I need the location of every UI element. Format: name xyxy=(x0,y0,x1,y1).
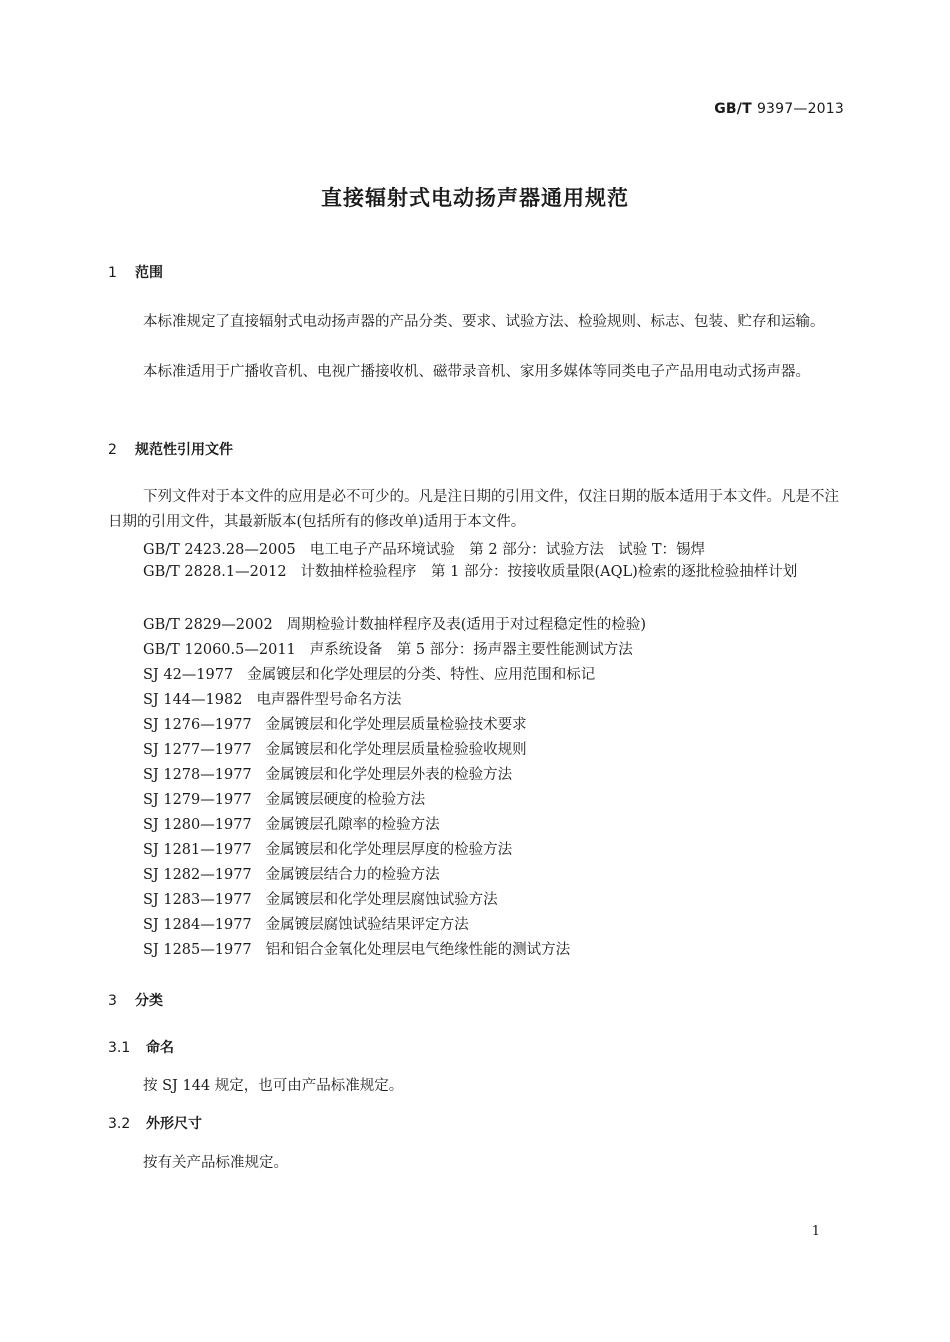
reference-item: GB/T 2829—2002 周期检验计数抽样程序及表(适用于对过程稳定性的检验) xyxy=(143,617,647,633)
reference-item: SJ 1277—1977 金属镀层和化学处理层质量检验验收规则 xyxy=(143,742,527,758)
reference-item: GB/T 2423.28—2005 电工电子产品环境试验 第 2 部分：试验方法 试验 T：锡焊 xyxy=(143,542,706,558)
section-1-heading xyxy=(108,262,163,282)
section-title: 范围 xyxy=(135,265,163,281)
reference-item: GB/T 12060.5—2011 声系统设备 第 5 部分：扬声器主要性能测试方法 xyxy=(143,642,633,658)
reference-item: SJ 1285—1977 铝和铝合金氧化处理层电气绝缘性能的测试方法 xyxy=(143,942,571,958)
page-number: 1 xyxy=(811,1224,820,1239)
document-title: 直接辐射式电动扬声器通用规范 xyxy=(321,186,629,210)
reference-item: SJ 1283—1977 金属镀层和化学处理层腐蚀试验方法 xyxy=(143,892,498,908)
reference-item: SJ 1280—1977 金属镀层孔隙率的检验方法 xyxy=(143,817,440,833)
section-2-intro: 下列文件对于本文件的应用是必不可少的。凡是注日期的引用文件，仅注日期的版本适用于本文件。凡是不注日期的引用文件，其最新版本(包括所有的修改单)适用于本文件。 xyxy=(108,489,839,530)
section-3-1-text: 按 SJ 144 规定，也可由产品标准规定。 xyxy=(143,1078,404,1094)
section-title: 规范性引用文件 xyxy=(135,442,233,458)
reference-item: SJ 1284—1977 金属镀层腐蚀试验结果评定方法 xyxy=(143,917,469,933)
reference-item: SJ 1276—1977 金属镀层和化学处理层质量检验技术要求 xyxy=(143,717,527,733)
standard-code xyxy=(714,101,844,117)
section-number: 1 xyxy=(108,265,117,281)
reference-item: SJ 1281—1977 金属镀层和化学处理层厚度的检验方法 xyxy=(143,842,513,858)
standard-code-number: 9397—2013 xyxy=(756,101,844,117)
section-number: 2 xyxy=(108,442,117,458)
section-number: 3.2 xyxy=(108,1116,131,1132)
reference-item: SJ 1282—1977 金属镀层结合力的检验方法 xyxy=(143,867,440,883)
standard-code-prefix: GB/T xyxy=(714,101,752,117)
reference-item: SJ 42—1977 金属镀层和化学处理层的分类、特性、应用范围和标记 xyxy=(143,667,596,683)
section-number: 3 xyxy=(108,993,117,1009)
section-2-heading xyxy=(108,439,233,459)
reference-item: SJ 144—1982 电声器件型号命名方法 xyxy=(143,692,402,708)
reference-item: SJ 1278—1977 金属镀层和化学处理层外表的检验方法 xyxy=(143,767,513,783)
reference-item: SJ 1279—1977 金属镀层硬度的检验方法 xyxy=(143,792,426,808)
section-1-paragraph-1: 本标准规定了直接辐射式电动扬声器的产品分类、要求、试验方法、检验规则、标志、包装、贮存和运输。 xyxy=(143,314,825,330)
section-title: 命名 xyxy=(146,1040,174,1056)
reference-item: GB/T 2828.1—2012 计数抽样检验程序 第 1 部分：按接收质量限(AQL)检索的逐批检验抽样计划 xyxy=(143,564,798,580)
section-3-2-heading xyxy=(108,1113,202,1133)
section-number: 3.1 xyxy=(108,1040,131,1056)
section-3-2-text: 按有关产品标准规定。 xyxy=(143,1155,288,1171)
section-title: 外形尺寸 xyxy=(146,1116,202,1132)
section-3-heading xyxy=(108,990,163,1010)
section-3-1-heading xyxy=(108,1037,174,1057)
section-title: 分类 xyxy=(135,993,163,1009)
section-1-paragraph-2: 本标准适用于广播收音机、电视广播接收机、磁带录音机、家用多媒体等同类电子产品用电动式扬声器。 xyxy=(143,364,810,380)
